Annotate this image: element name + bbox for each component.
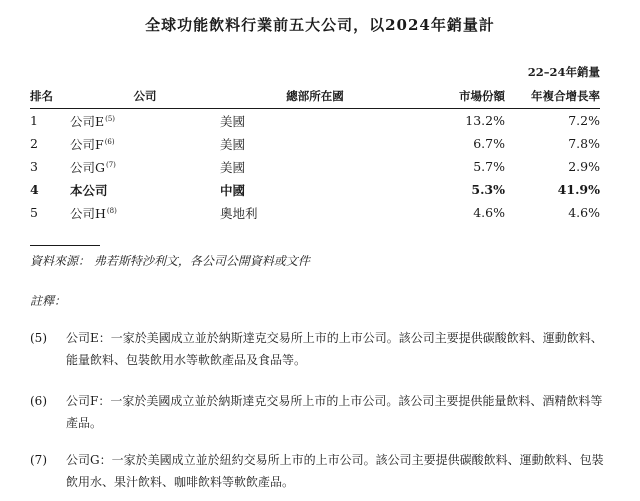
footnote-number: (6): [30, 394, 47, 408]
cell-company: [70, 109, 220, 133]
ranking-table: [30, 64, 600, 224]
footnote-text: 公司E：一家於美國成立並於納斯達克交易所上市的上市公司。該公司主要提供碳酸飲料、運動飲料、能量飲料、包裝飲用水等軟飲產品及食品等。: [66, 331, 603, 367]
header-hq: 總部所在國: [220, 64, 410, 109]
header-rank: 排名: [30, 64, 70, 109]
table-row: [30, 201, 600, 224]
footnote-text: 公司G：一家於美國成立並於紐約交易所上市的上市公司。該公司主要提供碳酸飲料、運動飲料、包裝飲用水、果汁飲料、咖啡飲料等軟飲產品。: [66, 453, 604, 489]
cell-cagr: 7.8%: [568, 136, 600, 151]
cell-hq: 美國: [220, 113, 246, 129]
cell-share: 4.6%: [473, 205, 505, 220]
footnote-5: [30, 327, 610, 371]
company-name: 公司G: [70, 159, 105, 175]
source-divider: [30, 245, 100, 246]
cell-share: 6.7%: [473, 136, 505, 151]
cell-share: 13.2%: [465, 113, 505, 128]
notes-label: 註釋：: [30, 294, 67, 308]
cell-cagr: 2.9%: [568, 159, 600, 174]
footnote-ref: (5): [105, 114, 116, 123]
cell-cagr: 7.2%: [568, 113, 600, 128]
footnote-number: (5): [30, 331, 47, 345]
cell-cagr: 4.6%: [568, 205, 600, 220]
cell-rank: 5: [30, 205, 38, 220]
footnote-ref: (8): [106, 206, 117, 215]
cell-company: [70, 201, 220, 224]
footnote-number: (7): [30, 453, 47, 467]
cell-rank: 2: [30, 136, 38, 151]
page-title: 全球功能飲料行業前五大公司，以2024年銷量計: [145, 16, 495, 34]
table-header-row: [30, 64, 600, 109]
cell-company: [70, 132, 220, 155]
table-row: [30, 155, 600, 178]
cell-share: 5.3%: [471, 182, 505, 197]
cell-share: 5.7%: [473, 159, 505, 174]
footnote-7: [30, 449, 610, 493]
header-cagr-line1: 22–24年銷量: [527, 65, 600, 79]
company-name: 本公司: [70, 182, 108, 198]
cell-company: [70, 178, 220, 201]
cell-company: [70, 155, 220, 178]
cell-hq: 中國: [220, 182, 246, 198]
cell-cagr: 41.9%: [557, 182, 600, 197]
footnote-text: 公司F：一家於美國成立並於納斯達克交易所上市的上市公司。該公司主要提供能量飲料、酒精飲料等產品。: [66, 394, 603, 430]
company-name: 公司H: [70, 205, 106, 221]
footnote-ref: (7): [106, 160, 116, 169]
footnote-6: [30, 390, 610, 434]
cell-rank: 1: [30, 113, 38, 128]
header-company: 公司: [70, 64, 220, 109]
cell-hq: 奧地利: [220, 205, 258, 221]
header-cagr-line2: 年複合增長率: [531, 89, 600, 103]
footnote-ref: (6): [104, 137, 115, 146]
table-row-own-company: [30, 178, 600, 201]
source-text: 資料來源： 弗若斯特沙利文，各公司公開資料或文件: [30, 254, 310, 268]
cell-rank: 3: [30, 159, 38, 174]
header-cagr: [505, 64, 600, 109]
table-row: [30, 109, 600, 133]
table-row: [30, 132, 600, 155]
cell-rank: 4: [30, 182, 39, 197]
company-name: 公司F: [70, 136, 104, 152]
company-name: 公司E: [70, 113, 105, 129]
header-share: 市場份額: [410, 64, 505, 109]
cell-hq: 美國: [220, 136, 246, 152]
cell-hq: 美國: [220, 159, 246, 175]
